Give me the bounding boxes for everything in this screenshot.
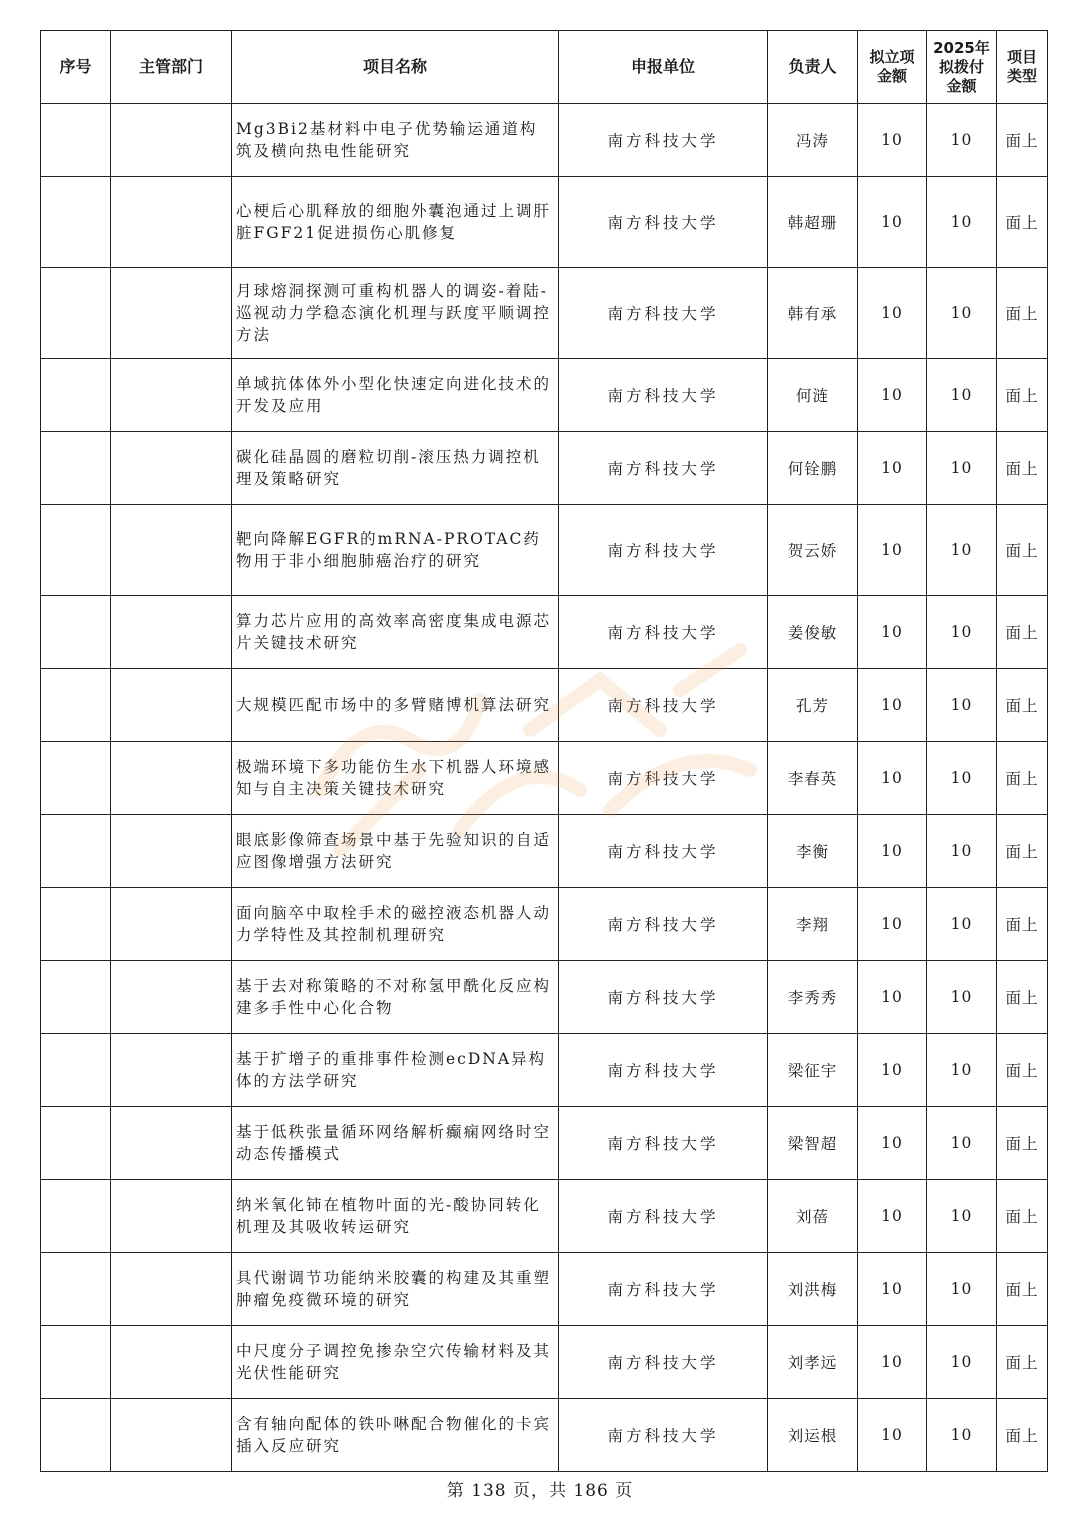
- cell-dept: [111, 177, 232, 268]
- cell-alloc-amount: 10: [927, 1253, 997, 1326]
- table-row: [41, 1107, 1048, 1180]
- table-row: [41, 268, 1048, 359]
- cell-project-type: 面上: [997, 1107, 1048, 1180]
- cell-alloc-amount: 10: [927, 359, 997, 432]
- cell-seq: [41, 1253, 111, 1326]
- cell-alloc-amount: 10: [927, 961, 997, 1034]
- cell-project-name: 靶向降解EGFR的mRNA-PROTAC药物用于非小细胞肺癌治疗的研究: [232, 505, 559, 596]
- cell-planned-amount: 10: [858, 1253, 927, 1326]
- header-alloc-line2: 拟拨付: [938, 57, 984, 76]
- cell-seq: [41, 888, 111, 961]
- cell-dept: [111, 359, 232, 432]
- cell-seq: [41, 1399, 111, 1472]
- cell-project-type: 面上: [997, 432, 1048, 505]
- cell-seq: [41, 1034, 111, 1107]
- cell-alloc-amount: 10: [927, 888, 997, 961]
- cell-unit: 南方科技大学: [559, 1253, 768, 1326]
- cell-unit: 南方科技大学: [559, 505, 768, 596]
- header-alloc-line1: 2025年: [933, 38, 990, 57]
- header-project-type: [997, 31, 1048, 104]
- cell-planned-amount: 10: [858, 1399, 927, 1472]
- cell-project-type: 面上: [997, 669, 1048, 742]
- cell-planned-amount: 10: [858, 1107, 927, 1180]
- table-row: [41, 177, 1048, 268]
- cell-alloc-amount: 10: [927, 1326, 997, 1399]
- cell-project-type: 面上: [997, 505, 1048, 596]
- cell-planned-amount: 10: [858, 596, 927, 669]
- cell-project-name: 大规模匹配市场中的多臂赌博机算法研究: [232, 669, 559, 742]
- cell-planned-amount: 10: [858, 1034, 927, 1107]
- cell-dept: [111, 104, 232, 177]
- table-row: [41, 432, 1048, 505]
- cell-project-type: 面上: [997, 815, 1048, 888]
- header-alloc-amount: [927, 31, 997, 104]
- table-row: [41, 104, 1048, 177]
- cell-project-name: 含有轴向配体的铁卟啉配合物催化的卡宾插入反应研究: [232, 1399, 559, 1472]
- cell-planned-amount: 10: [858, 669, 927, 742]
- table-header-row: [41, 31, 1048, 104]
- table-row: [41, 742, 1048, 815]
- cell-dept: [111, 1399, 232, 1472]
- cell-dept: [111, 1253, 232, 1326]
- cell-seq: [41, 1107, 111, 1180]
- cell-project-name: 面向脑卒中取栓手术的磁控液态机器人动力学特性及其控制机理研究: [232, 888, 559, 961]
- table-body: [41, 104, 1048, 1472]
- cell-alloc-amount: 10: [927, 669, 997, 742]
- cell-unit: 南方科技大学: [559, 596, 768, 669]
- cell-planned-amount: 10: [858, 505, 927, 596]
- cell-unit: 南方科技大学: [559, 359, 768, 432]
- cell-project-type: 面上: [997, 1399, 1048, 1472]
- cell-project-type: 面上: [997, 742, 1048, 815]
- cell-project-type: 面上: [997, 596, 1048, 669]
- cell-planned-amount: 10: [858, 961, 927, 1034]
- table-row: [41, 1180, 1048, 1253]
- cell-unit: 南方科技大学: [559, 432, 768, 505]
- cell-project-name: 碳化硅晶圆的磨粒切削-滚压热力调控机理及策略研究: [232, 432, 559, 505]
- cell-planned-amount: 10: [858, 742, 927, 815]
- cell-seq: [41, 1326, 111, 1399]
- cell-seq: [41, 742, 111, 815]
- cell-seq: [41, 1180, 111, 1253]
- cell-seq: [41, 432, 111, 505]
- cell-leader: 李衡: [768, 815, 858, 888]
- table-row: [41, 815, 1048, 888]
- table-row: [41, 359, 1048, 432]
- header-seq: 序号: [41, 31, 111, 104]
- cell-project-type: 面上: [997, 104, 1048, 177]
- cell-project-type: 面上: [997, 961, 1048, 1034]
- cell-project-type: 面上: [997, 359, 1048, 432]
- header-alloc-line3: 金额: [946, 76, 977, 95]
- project-table-container: [40, 30, 1047, 1472]
- cell-dept: [111, 1326, 232, 1399]
- cell-unit: 南方科技大学: [559, 177, 768, 268]
- cell-dept: [111, 1034, 232, 1107]
- cell-leader: 李秀秀: [768, 961, 858, 1034]
- cell-project-name: 中尺度分子调控免掺杂空穴传输材料及其光伏性能研究: [232, 1326, 559, 1399]
- cell-alloc-amount: 10: [927, 177, 997, 268]
- cell-project-name: 基于去对称策略的不对称氢甲酰化反应构建多手性中心化合物: [232, 961, 559, 1034]
- cell-seq: [41, 505, 111, 596]
- cell-project-name: 纳米氧化铈在植物叶面的光-酸协同转化机理及其吸收转运研究: [232, 1180, 559, 1253]
- cell-dept: [111, 432, 232, 505]
- cell-project-type: 面上: [997, 888, 1048, 961]
- cell-dept: [111, 961, 232, 1034]
- cell-alloc-amount: 10: [927, 596, 997, 669]
- cell-leader: 李春英: [768, 742, 858, 815]
- cell-alloc-amount: 10: [927, 1107, 997, 1180]
- cell-unit: 南方科技大学: [559, 1034, 768, 1107]
- cell-project-name: 月球熔洞探测可重构机器人的调姿-着陆-巡视动力学稳态演化机理与跃度平顺调控方法: [232, 268, 559, 359]
- cell-dept: [111, 268, 232, 359]
- cell-project-name: 极端环境下多功能仿生水下机器人环境感知与自主决策关键技术研究: [232, 742, 559, 815]
- cell-project-name: 基于低秩张量循环网络解析癫痫网络时空动态传播模式: [232, 1107, 559, 1180]
- cell-alloc-amount: 10: [927, 815, 997, 888]
- cell-project-name: Mg3Bi2基材料中电子优势输运通道构筑及横向热电性能研究: [232, 104, 559, 177]
- cell-alloc-amount: 10: [927, 1399, 997, 1472]
- cell-dept: [111, 888, 232, 961]
- table-row: [41, 1399, 1048, 1472]
- cell-project-name: 眼底影像筛查场景中基于先验知识的自适应图像增强方法研究: [232, 815, 559, 888]
- cell-leader: 刘蓓: [768, 1180, 858, 1253]
- cell-project-name: 算力芯片应用的高效率高密度集成电源芯片关键技术研究: [232, 596, 559, 669]
- header-project-name: 项目名称: [232, 31, 559, 104]
- cell-dept: [111, 815, 232, 888]
- cell-leader: 刘孝远: [768, 1326, 858, 1399]
- cell-project-name: 单域抗体体外小型化快速定向进化技术的开发及应用: [232, 359, 559, 432]
- header-planned-line2: 金额: [876, 67, 907, 85]
- cell-seq: [41, 669, 111, 742]
- cell-alloc-amount: 10: [927, 268, 997, 359]
- cell-alloc-amount: 10: [927, 432, 997, 505]
- page-footer: 第 138 页，共 186 页: [446, 1481, 634, 1501]
- cell-leader: 何铨鹏: [768, 432, 858, 505]
- cell-seq: [41, 359, 111, 432]
- table-row: [41, 1034, 1048, 1107]
- cell-unit: 南方科技大学: [559, 961, 768, 1034]
- cell-project-type: 面上: [997, 1326, 1048, 1399]
- cell-unit: 南方科技大学: [559, 815, 768, 888]
- cell-leader: 刘洪梅: [768, 1253, 858, 1326]
- cell-seq: [41, 961, 111, 1034]
- cell-leader: 李翔: [768, 888, 858, 961]
- cell-unit: 南方科技大学: [559, 1326, 768, 1399]
- cell-project-type: 面上: [997, 1034, 1048, 1107]
- cell-unit: 南方科技大学: [559, 1399, 768, 1472]
- header-leader: 负责人: [768, 31, 858, 104]
- cell-leader: 姜俊敏: [768, 596, 858, 669]
- cell-alloc-amount: 10: [927, 1180, 997, 1253]
- cell-seq: [41, 815, 111, 888]
- cell-leader: 何涟: [768, 359, 858, 432]
- cell-project-type: 面上: [997, 1253, 1048, 1326]
- table-row: [41, 1326, 1048, 1399]
- cell-leader: 韩超珊: [768, 177, 858, 268]
- cell-unit: 南方科技大学: [559, 888, 768, 961]
- header-planned-amount: [858, 31, 927, 104]
- cell-alloc-amount: 10: [927, 505, 997, 596]
- cell-seq: [41, 177, 111, 268]
- header-type-line1: 项目: [1006, 48, 1037, 66]
- cell-unit: 南方科技大学: [559, 1180, 768, 1253]
- cell-unit: 南方科技大学: [559, 1107, 768, 1180]
- cell-dept: [111, 742, 232, 815]
- cell-planned-amount: 10: [858, 104, 927, 177]
- cell-unit: 南方科技大学: [559, 104, 768, 177]
- cell-planned-amount: 10: [858, 815, 927, 888]
- cell-unit: 南方科技大学: [559, 268, 768, 359]
- cell-dept: [111, 505, 232, 596]
- table-row: [41, 505, 1048, 596]
- cell-unit: 南方科技大学: [559, 669, 768, 742]
- table-row: [41, 1253, 1048, 1326]
- project-table: [40, 30, 1048, 1472]
- cell-planned-amount: 10: [858, 1326, 927, 1399]
- cell-alloc-amount: 10: [927, 104, 997, 177]
- cell-leader: 韩有承: [768, 268, 858, 359]
- cell-planned-amount: 10: [858, 359, 927, 432]
- cell-planned-amount: 10: [858, 268, 927, 359]
- cell-dept: [111, 1180, 232, 1253]
- cell-leader: 刘运根: [768, 1399, 858, 1472]
- cell-project-type: 面上: [997, 1180, 1048, 1253]
- cell-planned-amount: 10: [858, 888, 927, 961]
- cell-leader: 孔芳: [768, 669, 858, 742]
- cell-dept: [111, 669, 232, 742]
- cell-leader: 冯涛: [768, 104, 858, 177]
- cell-alloc-amount: 10: [927, 742, 997, 815]
- header-dept: 主管部门: [111, 31, 232, 104]
- header-type-line2: 类型: [1006, 67, 1037, 85]
- cell-alloc-amount: 10: [927, 1034, 997, 1107]
- cell-project-type: 面上: [997, 268, 1048, 359]
- table-row: [41, 596, 1048, 669]
- table-row: [41, 888, 1048, 961]
- cell-leader: 梁征宇: [768, 1034, 858, 1107]
- header-unit: 申报单位: [559, 31, 768, 104]
- cell-planned-amount: 10: [858, 432, 927, 505]
- cell-project-name: 具代谢调节功能纳米胶囊的构建及其重塑肿瘤免疫微环境的研究: [232, 1253, 559, 1326]
- cell-project-name: 心梗后心肌释放的细胞外囊泡通过上调肝脏FGF21促进损伤心肌修复: [232, 177, 559, 268]
- cell-leader: 梁智超: [768, 1107, 858, 1180]
- cell-planned-amount: 10: [858, 1180, 927, 1253]
- cell-seq: [41, 596, 111, 669]
- cell-leader: 贺云娇: [768, 505, 858, 596]
- cell-planned-amount: 10: [858, 177, 927, 268]
- cell-seq: [41, 268, 111, 359]
- cell-dept: [111, 1107, 232, 1180]
- table-row: [41, 669, 1048, 742]
- table-row: [41, 961, 1048, 1034]
- cell-unit: 南方科技大学: [559, 742, 768, 815]
- cell-project-name: 基于扩增子的重排事件检测ecDNA异构体的方法学研究: [232, 1034, 559, 1107]
- cell-dept: [111, 596, 232, 669]
- header-planned-line1: 拟立项: [869, 48, 915, 66]
- cell-project-type: 面上: [997, 177, 1048, 268]
- cell-seq: [41, 104, 111, 177]
